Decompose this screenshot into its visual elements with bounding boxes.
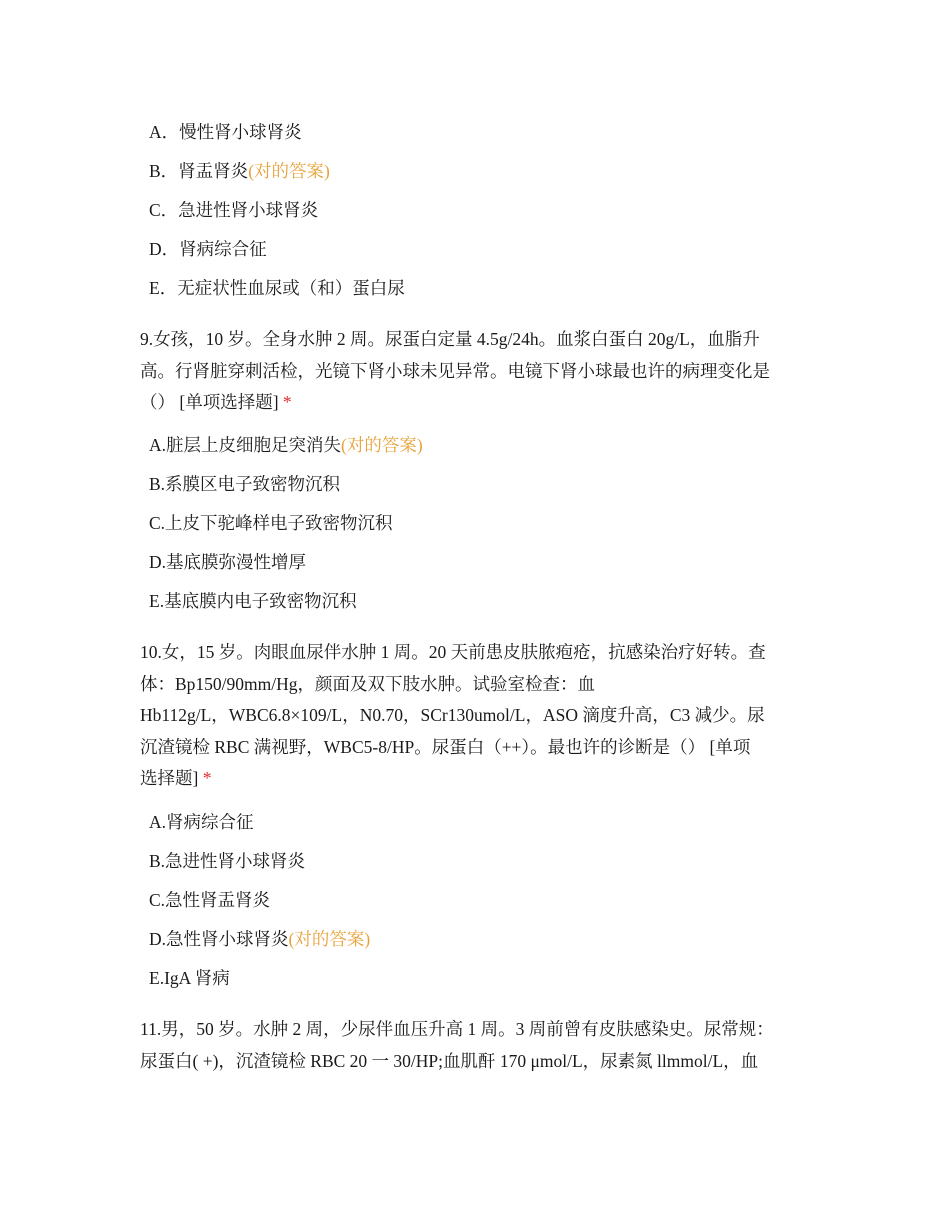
option-text: B.急进性肾小球肾炎 [149, 851, 306, 871]
q8-option-d [149, 238, 267, 260]
question-line: 9.女孩，10 岁。全身水肿 2 周。尿蛋白定量 4.5g/24h。血浆白蛋白 20g/L，血脂升 [140, 329, 760, 349]
option-text: C.急性肾盂肾炎 [149, 890, 271, 910]
required-star: * [202, 768, 212, 788]
q9-option-b [149, 473, 340, 495]
q8-option-a [149, 121, 302, 143]
option-text: D.急性肾小球肾炎 [149, 929, 289, 949]
correct-answer-mark: (对的答案) [341, 435, 423, 455]
question-line: 10.女，15 岁。肉眼血尿伴水肿 1 周。20 天前患皮肤脓疱疮，抗感染治疗好转。查 [140, 642, 766, 662]
option-text: C．急进性肾小球肾炎 [149, 200, 319, 220]
q8-option-b [149, 160, 330, 182]
question-line: 高。行肾脏穿刺活检，光镜下肾小球未见异常。电镜下肾小球最也许的病理变化是 [140, 360, 770, 381]
q10-option-b [149, 850, 305, 872]
option-text: B.系膜区电子致密物沉积 [149, 474, 341, 494]
option-text: E．无症状性血尿或（和）蛋白尿 [149, 278, 405, 298]
option-text: D．肾病综合征 [149, 239, 267, 259]
question-line: 尿蛋白( +)，沉渣镜检 RBC 20 一 30/HP;血肌酐 170 μmol/L，尿素氮 llmmol/L，血 [140, 1050, 759, 1071]
correct-answer-mark: (对的答案) [288, 929, 371, 949]
q9-option-a [149, 434, 423, 456]
question-type: （） [单项选择题] [140, 392, 279, 412]
option-text: C.上皮下驼峰样电子致密物沉积 [149, 513, 393, 533]
question-line: 体：Bp150/90mm/Hg，颜面及双下肢水肿。试验室检查：血 [140, 673, 596, 694]
q10-option-a [149, 811, 254, 833]
q9-question [140, 324, 820, 419]
question-type: 选择题] [140, 768, 199, 788]
q9-option-c [149, 512, 393, 534]
q11-question [140, 1014, 820, 1077]
question-line: 沉渣镜检 RBC 满视野，WBC5-8/HP。尿蛋白（++）。最也许的诊断是（） [单项 [140, 736, 751, 757]
question-line [140, 763, 820, 795]
q8-option-e [149, 277, 405, 299]
option-text: D.基底膜弥漫性增厚 [149, 552, 307, 572]
option-text: A.肾病综合征 [149, 812, 254, 832]
q10-option-c [149, 889, 270, 911]
option-text: A.脏层上皮细胞足突消失 [149, 435, 342, 455]
q10-option-d [149, 928, 370, 950]
option-text: E.基底膜内电子致密物沉积 [149, 591, 357, 611]
question-line [140, 387, 820, 419]
question-line: 11.男，50 岁。水肿 2 周，少尿伴血压升高 1 周。3 周前曾有皮肤感染史。尿常规： [140, 1019, 774, 1039]
q9-option-d [149, 551, 306, 573]
q8-option-c [149, 199, 318, 221]
question-line: Hb112g/L，WBC6.8×109/L，N0.70，SCr130umol/L，ASO 滴度升高，C3 减少。尿 [140, 705, 765, 725]
q10-question [140, 637, 820, 795]
q9-option-e [149, 590, 357, 612]
required-star: * [282, 392, 292, 412]
option-text: E.IgA 肾病 [149, 968, 230, 988]
option-text: A．慢性肾小球肾炎 [149, 122, 302, 142]
correct-answer-mark: (对的答案) [248, 161, 330, 181]
q10-option-e [149, 967, 230, 989]
option-text: B．肾盂肾炎 [149, 161, 249, 181]
